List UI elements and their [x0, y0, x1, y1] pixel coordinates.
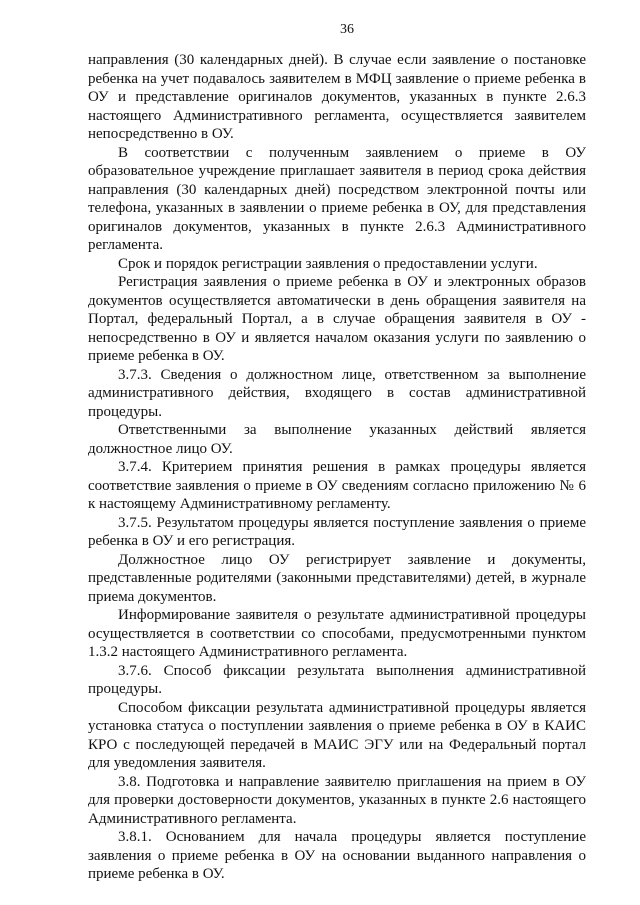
paragraph-9: Должностное лицо ОУ регистрирует заявление и документы, представленные родителями (законными представителями) детей, в журнале приема документов.	[88, 551, 586, 605]
paragraph-7: 3.7.4. Критерием принятия решения в рамках процедуры является соответствие заявления о приеме в ОУ сведениям согласно приложению № 6 к настоящему Административному регламенту.	[88, 459, 586, 512]
document-body	[88, 51, 586, 884]
page-number: 36	[340, 22, 354, 37]
paragraph-8: 3.7.5. Результатом процедуры является поступление заявления о приеме ребенка в ОУ и его регистрация.	[88, 514, 586, 549]
paragraph-4: Регистрация заявления о приеме ребенка в ОУ и электронных образов документов осуществляется автоматически в день обращения заявителя на Портал, федеральный Портал, а в случае обращения заявителя в ОУ - непосредственно в ОУ и является началом оказания услуги по заявлению о приеме ребенка в ОУ.	[88, 274, 586, 364]
paragraph-13: 3.8. Подготовка и направление заявителю приглашения на прием в ОУ для проверки достоверности документов, указанных в пункте 2.6 настоящего Административного регламента.	[88, 773, 586, 827]
paragraph-14: 3.8.1. Основанием для начала процедуры является поступление заявления о приеме ребенка в ОУ на основании выданного направления о приеме ребенка в ОУ.	[88, 829, 586, 882]
paragraph-12: Способом фиксации результата административной процедуры является установка статуса о поступлении заявления о приеме ребенка в ОУ в КАИС КРО с последующей передачей в МАИС ЭГУ или на Федеральный портал для уведомления заявителя.	[88, 699, 586, 771]
paragraph-10: Информирование заявителя о результате административной процедуры осуществляется в соответствии со способами, предусмотренными пунктом 1.3.2 настоящего Административного регламента.	[88, 607, 586, 660]
paragraph-11: 3.7.6. Способ фиксации результата выполнения административной процедуры.	[88, 662, 586, 697]
paragraph-3: Срок и порядок регистрации заявления о предоставлении услуги.	[118, 255, 538, 272]
paragraph-1: направления (30 календарных дней). В случае если заявление о постановке ребенка на учет подавалось заявителем в МФЦ заявление о приеме ребенка в ОУ и представление оригиналов документов, указанных в пункте 2.6.3 настоящего Административного регламента, осуществляется заявителем непосредственно в ОУ.	[88, 52, 586, 142]
paragraph-2: В соответствии с полученным заявлением о приеме в ОУ образовательное учреждение приглашает заявителя в период срока действия направления (30 календарных дней) посредством электронной почты или телефона, указанных в заявлении о приеме ребенка в ОУ, для представления оригиналов документов, указанных в пункте 2.6.3 Административного регламента.	[88, 144, 586, 253]
paragraph-6: Ответственными за выполнение указанных действий является должностное лицо ОУ.	[88, 422, 586, 457]
paragraph-5: 3.7.3. Сведения о должностном лице, ответственном за выполнение административного действия, входящего в состав административной процедуры.	[88, 366, 586, 420]
